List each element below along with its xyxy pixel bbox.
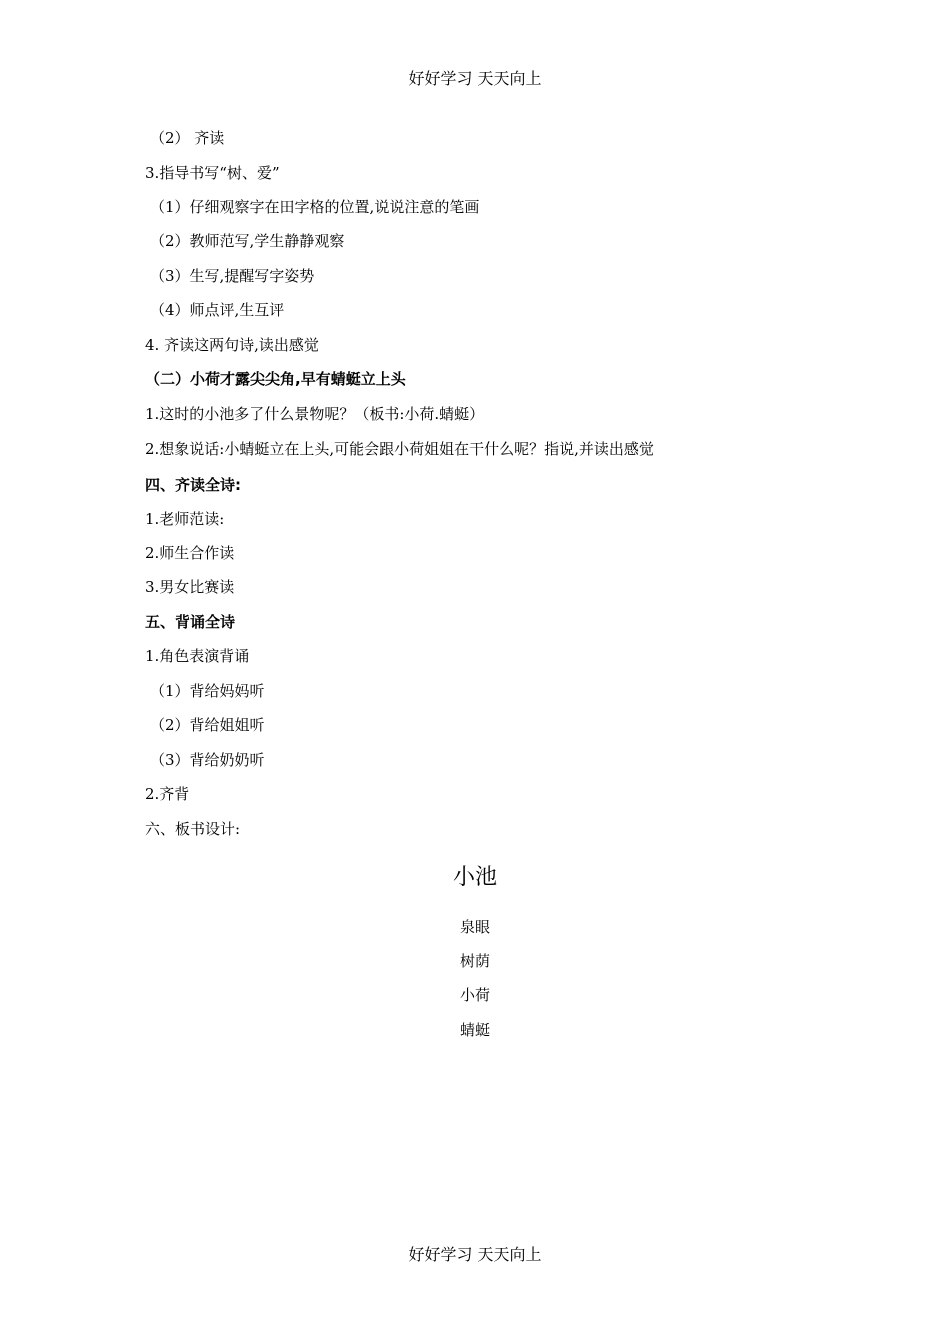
page-footer: 好好学习 天天向上	[408, 1245, 542, 1264]
section-heading-five: 五、背诵全诗	[145, 613, 236, 631]
board-item: 蜻蜓	[459, 1021, 490, 1039]
board-item: 小荷	[459, 986, 490, 1004]
text-line-cooperative-read: 2.师生合作读	[145, 544, 235, 562]
text-line-review: （4）师点评,生互评	[150, 301, 285, 319]
text-line-teacher-read: 1.老师范读:	[145, 510, 225, 528]
section-heading-four: 四、齐读全诗:	[145, 476, 241, 494]
board-title: 小池	[452, 865, 497, 890]
text-line-recite-together: 2.齐背	[145, 785, 190, 803]
board-item: 泉眼	[459, 918, 490, 936]
text-line-teacher-demo: （2）教师范写,学生静静观察	[150, 232, 345, 250]
board-item: 树荫	[459, 952, 490, 970]
text-line-recite-sister: （2）背给姐姐听	[150, 716, 265, 734]
section-heading-six: 六、板书设计:	[145, 820, 241, 838]
text-line-observe: （1）仔细观察字在田字格的位置,说说注意的笔画	[150, 198, 480, 216]
text-line-read-two-lines: 4. 齐读这两句诗,读出感觉	[145, 336, 319, 354]
text-line-student-write: （3）生写,提醒写字姿势	[150, 267, 315, 285]
text-line-contest-read: 3.男女比赛读	[145, 578, 235, 596]
text-line-role-play: 1.角色表演背诵	[145, 647, 250, 665]
section-heading-part-two: （二）小荷才露尖尖角,早有蜻蜓立上头	[145, 370, 406, 388]
text-line-imagine-speak: 2.想象说话:小蜻蜓立在上头,可能会跟小荷姐姐在干什么呢？指说,并读出感觉	[145, 440, 654, 458]
text-line-recite-mother: （1）背给妈妈听	[150, 682, 265, 700]
text-line-writing-guide: 3.指导书写“树、爱”	[145, 164, 280, 182]
page-header: 好好学习 天天向上	[408, 69, 542, 88]
text-line-recite-grandmother: （3）背给奶奶听	[150, 751, 265, 769]
text-line-scenery-question: 1.这时的小池多了什么景物呢？（板书:小荷.蜻蜓）	[145, 405, 485, 423]
text-line-read-together: （2） 齐读	[150, 129, 225, 147]
